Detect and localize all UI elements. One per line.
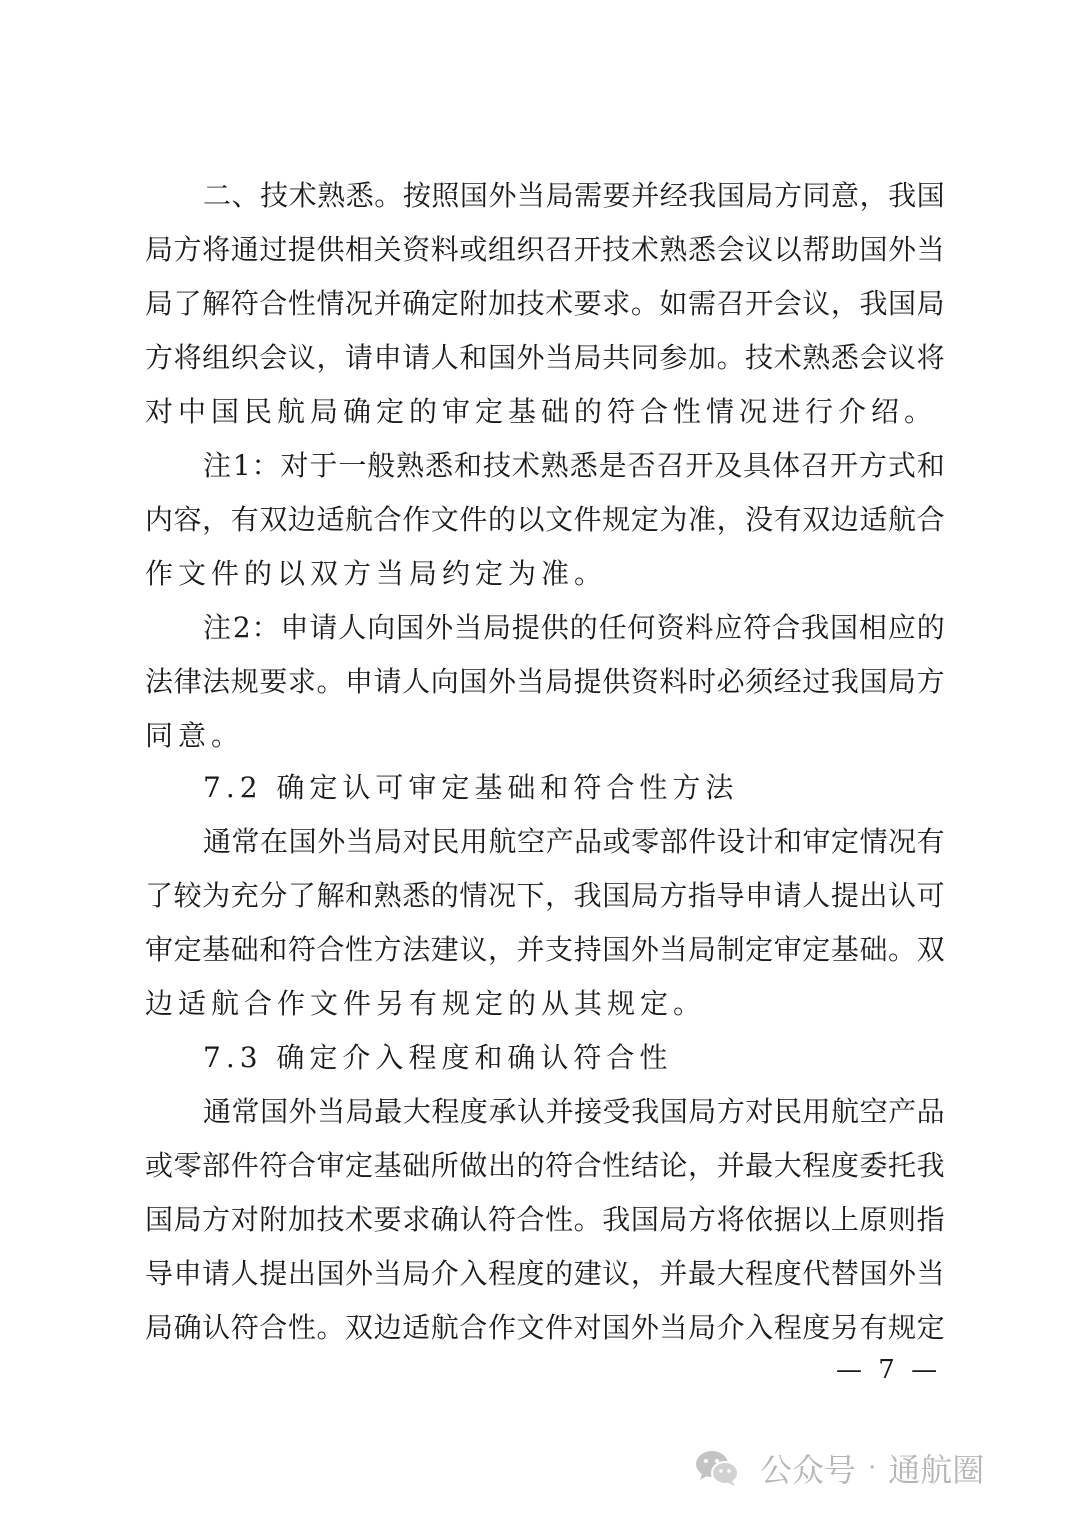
note-line: 同意。 [145, 719, 245, 752]
wechat-icon [694, 1449, 740, 1487]
paragraph-line: 审 定 基 础 和 符 合 性 方 法 建 议 ， 并 支 持 国 外 当 局 制 定 审 定 基 础 。 双 [145, 933, 945, 966]
paragraph-line: 国 局 方 对 附 加 技 术 要 求 确 认 符 合 性 。 我 国 局 方 将 依 据 以 上 原 则 指 [145, 1203, 945, 1236]
paragraph-line: 通 常 国 外 当 局 最 大 程 度 承 认 并 接 受 我 国 局 方 对 民 用 航 空 产 品 [203, 1095, 945, 1128]
note-line: 注 2 ： 申 请 人 向 国 外 当 局 提 供 的 任 何 资 料 应 符 合 我 国 相 应 的 [203, 611, 945, 644]
paragraph-line: 局 方 将 通 过 提 供 相 关 资 料 或 组 织 召 开 技 术 熟 悉 会 议 以 帮 助 国 外 当 [145, 233, 945, 266]
paragraph-line: 或 零 部 件 符 合 审 定 基 础 所 做 出 的 符 合 性 结 论 ， 并 最 大 程 度 委 托 我 [145, 1149, 945, 1182]
note-line: 注 1 ： 对 于 一 般 熟 悉 和 技 术 熟 悉 是 否 召 开 及 具 体 召 开 方 式 和 [203, 449, 945, 482]
section-heading-7-2: 7.2 确定认可审定基础和符合性方法 [203, 771, 739, 804]
paragraph-line: 导 申 请 人 提 出 国 外 当 局 介 入 程 度 的 建 议 ， 并 最 大 程 度 代 替 国 外 当 [145, 1257, 945, 1290]
note-line: 内 容 ， 有 双 边 适 航 合 作 文 件 的 以 文 件 规 定 为 准 ， 没 有 双 边 适 航 合 [145, 503, 945, 536]
paragraph-line: 通 常 在 国 外 当 局 对 民 用 航 空 产 品 或 零 部 件 设 计 和 审 定 情 况 有 [203, 825, 945, 858]
watermark-account: 通航圈 [888, 1451, 985, 1489]
paragraph-line: 了 较 为 充 分 了 解 和 熟 悉 的 情 况 下 ， 我 国 局 方 指 导 申 请 人 提 出 认 可 [145, 879, 945, 912]
paragraph-line: 对中国民航局确定的审定基础的符合性情况进行介绍。 [145, 395, 938, 428]
note-line: 作文件的以双方当局约定为准。 [145, 557, 608, 590]
paragraph-line: 边适航合作文件另有规定的从其规定。 [145, 987, 707, 1020]
paragraph-line: 局 确 认 符 合 性 。 双 边 适 航 合 作 文 件 对 国 外 当 局 介 入 程 度 另 有 规 定 [145, 1311, 945, 1344]
watermark-separator: · [868, 1453, 877, 1483]
watermark-label: 公众号 [760, 1451, 857, 1489]
paragraph-line: 二 、 技 术 熟 悉 。 按 照 国 外 当 局 需 要 并 经 我 国 局 方 同 意 ， 我 国 [203, 179, 945, 212]
note-line: 法 律 法 规 要 求 。 申 请 人 向 国 外 当 局 提 供 资 料 时 必 须 经 过 我 国 局 方 [145, 665, 945, 698]
paragraph-line: 方 将 组 织 会 议 ， 请 申 请 人 和 国 外 当 局 共 同 参 加 。 技 术 熟 悉 会 议 将 [145, 341, 945, 374]
section-heading-7-3: 7.3 确定介入程度和确认符合性 [203, 1041, 673, 1074]
wechat-watermark [694, 1446, 984, 1490]
paragraph-line: 局 了 解 符 合 性 情 况 并 确 定 附 加 技 术 要 求 。 如 需 召 开 会 议 ， 我 国 局 [145, 287, 945, 320]
page-number: — 7 — [836, 1355, 942, 1385]
